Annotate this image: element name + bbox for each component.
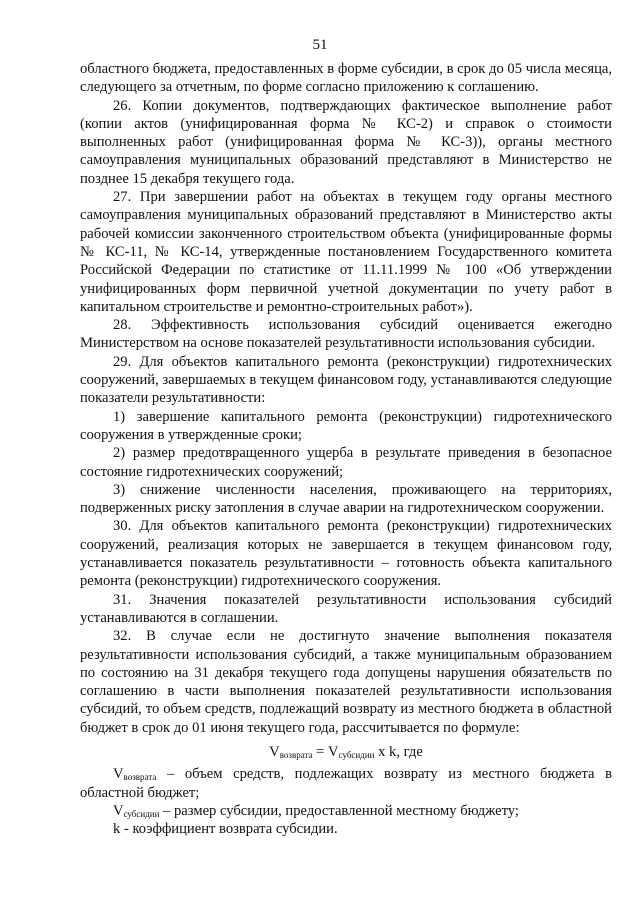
page-number: 51 <box>312 37 328 53</box>
definition-v-subsidy <box>80 802 612 820</box>
paragraph-30: 30. Для объектов капитального ремонта (реконструкции) гидротехнических сооружений, реализация которых не завершается в текущем финансовом году, устанавливается показатель результативности – готовность объекта капитального ремонта (реконструкции) гидротехнического сооружения. <box>80 518 612 590</box>
paragraph-29-item-3: 3) снижение численности населения, проживающего на территориях, подверженных риску затопления в случае аварии на гидротехническом сооружении. <box>80 481 612 517</box>
formula-equals: = <box>312 743 329 760</box>
formula-sub-subsidy: субсидии <box>338 749 375 760</box>
definition-k: k - коэффициент возврата субсидии. <box>113 821 338 838</box>
document-body <box>80 60 612 838</box>
paragraph-29-item-1: 1) завершение капитального ремонта (реконструкции) гидротехнического сооружения в утвержденные сроки; <box>80 408 612 443</box>
paragraph-27: 27. При завершении работ на объектах в текущем году органы местного самоуправления муниципальных образований представляют в Министерство акты рабочей комиссии законченного строительством объекта (унифицированные формы № КС-11, № КС-14, утвержденные постановлением Государственного комитета Российской Федерации по статистике от 11.11.1999 № 100 «Об утверждении унифицированных форм первичной учетной документации по учету работ в капитальном строительстве и ремонтно-строительных работ»). <box>80 189 612 315</box>
paragraph-28: 28. Эффективность использования субсидий оценивается ежегодно Министерством на основе показателей результативности использования субсидии. <box>80 317 612 352</box>
paragraph-29-item-2: 2) размер предотвращенного ущерба в результате приведения в безопасное состояние гидротехнических сооружений; <box>80 445 612 480</box>
formula-v-subsidy: V <box>328 743 339 760</box>
definition-v-subsidy-sub: субсидии <box>123 808 160 819</box>
formula-v-return: V <box>269 743 280 760</box>
definition-v-return-sub: возврата <box>123 772 157 783</box>
paragraph-29: 29. Для объектов капитального ремонта (реконструкции) гидротехнических сооружений, завершаемых в текущем финансовом году, устанавливаются следующие показатели результативности: <box>80 353 612 407</box>
return-formula <box>80 743 612 761</box>
definition-v-subsidy-symbol: V <box>113 802 124 819</box>
definition-v-return-symbol: V <box>113 766 124 783</box>
definition-v-return-text: – объем средств, подлежащих возврату из местного бюджета в областной бюджет; <box>80 766 612 801</box>
formula-sub-return: возврата <box>279 749 313 760</box>
paragraph-32: 32. В случае если не достигнуто значение выполнения показателя результативности использования субсидий, а также муниципальным образованием по состоянию на 31 декабря текущего года допущены нарушения обязательств по соглашению в части выполнения показателей результативности использования субсидий, то объем средств, подлежащий возврату из местного бюджета в областной бюджет в срок до 01 июня текущего года, рассчитывается по формуле: <box>80 628 612 736</box>
definition-v-return <box>80 765 612 802</box>
paragraph-31: 31. Значения показателей результативности использования субсидий устанавливаются в соглашении. <box>80 591 612 626</box>
paragraph-26: 26. Копии документов, подтверждающих фактическое выполнение работ (копии актов (унифицированная форма № КС-2) и справок о стоимости выполненных работ (унифицированная форма № КС-3)), органы местного самоуправления муниципальных образований представляют в Министерство не позднее 15 декабря текущего года. <box>80 97 612 187</box>
formula-rest: x k, где <box>374 743 423 760</box>
definition-v-subsidy-text: – размер субсидии, предоставленной местному бюджету; <box>159 802 519 819</box>
paragraph-continuation: областного бюджета, предоставленных в форме субсидии, в срок до 05 числа месяца, следующего за отчетным, по форме согласно приложению к соглашению. <box>80 61 612 96</box>
